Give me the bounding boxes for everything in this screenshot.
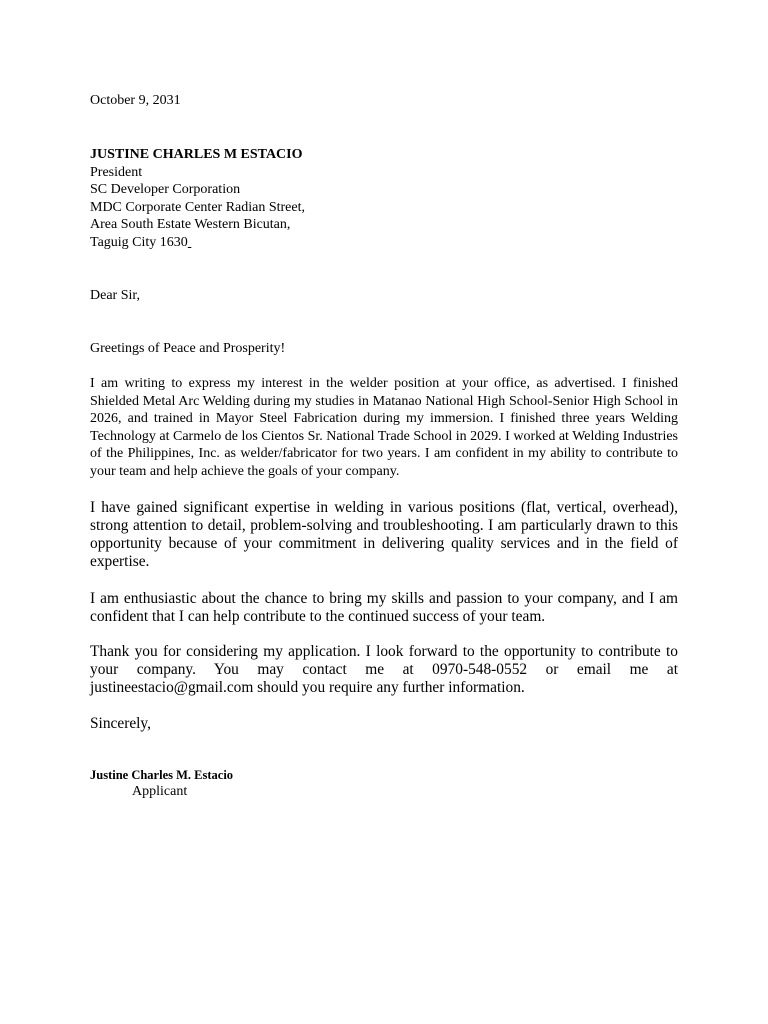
recipient-company: SC Developer Corporation: [90, 182, 241, 197]
recipient-address-line-1: MDC Corporate Center Radian Street,: [90, 199, 306, 215]
salutation: Dear Sir,: [90, 288, 140, 303]
recipient-address-line-3-wrapper: [90, 234, 678, 252]
recipient-address-line-2: Area South Estate Western Bicutan,: [90, 217, 291, 232]
closing: Sincerely,: [90, 715, 151, 732]
trailing-underline-space: [188, 235, 192, 250]
signature-title: Applicant: [132, 784, 188, 799]
body-paragraph-2: I have gained significant expertise in welding in various positions (flat, vertical, overhead), strong attention to detail, problem-solving and troubleshooting. I am particularly drawn to this opportunity because of your commitment in delivering quality services and in the field of expertise.: [90, 499, 678, 570]
recipient-block: [90, 146, 678, 251]
greeting-line: Greetings of Peace and Prosperity!: [90, 341, 286, 356]
body-paragraph-3: I am enthusiastic about the chance to bring my skills and passion to your company, and I am confident that I can help contribute to the continued success of your team.: [90, 590, 678, 625]
recipient-address-line-3: Taguig City 1630: [90, 234, 188, 250]
recipient-title: President: [90, 164, 143, 180]
body-paragraph-1: I am writing to express my interest in the welder position at your office, as advertised. I finished Shielded Metal Arc Welding during my studies in Matanao National High School-Senior High School in 2026, and trained in Mayor Steel Fabrication during my immersion. I finished three years Welding Technology at Carmelo de los Cientos Sr. National Trade School in 2029. I worked at Welding Industries of the Philippines, Inc. as welder/fabricator for two years. I am confident in my ability to contribute to your team and help achieve the goals of your company.: [90, 376, 678, 479]
body-paragraph-4: Thank you for considering my application. I look forward to the opportunity to contribute to your company. You may contact me at 0970-548-0552 or email me at justineestacio@gmail.com should you require any further information.: [90, 643, 678, 696]
signature-name: Justine Charles M. Estacio: [90, 768, 234, 782]
letter-date: October 9, 2031: [90, 93, 181, 108]
recipient-name: JUSTINE CHARLES M ESTACIO: [90, 147, 303, 162]
